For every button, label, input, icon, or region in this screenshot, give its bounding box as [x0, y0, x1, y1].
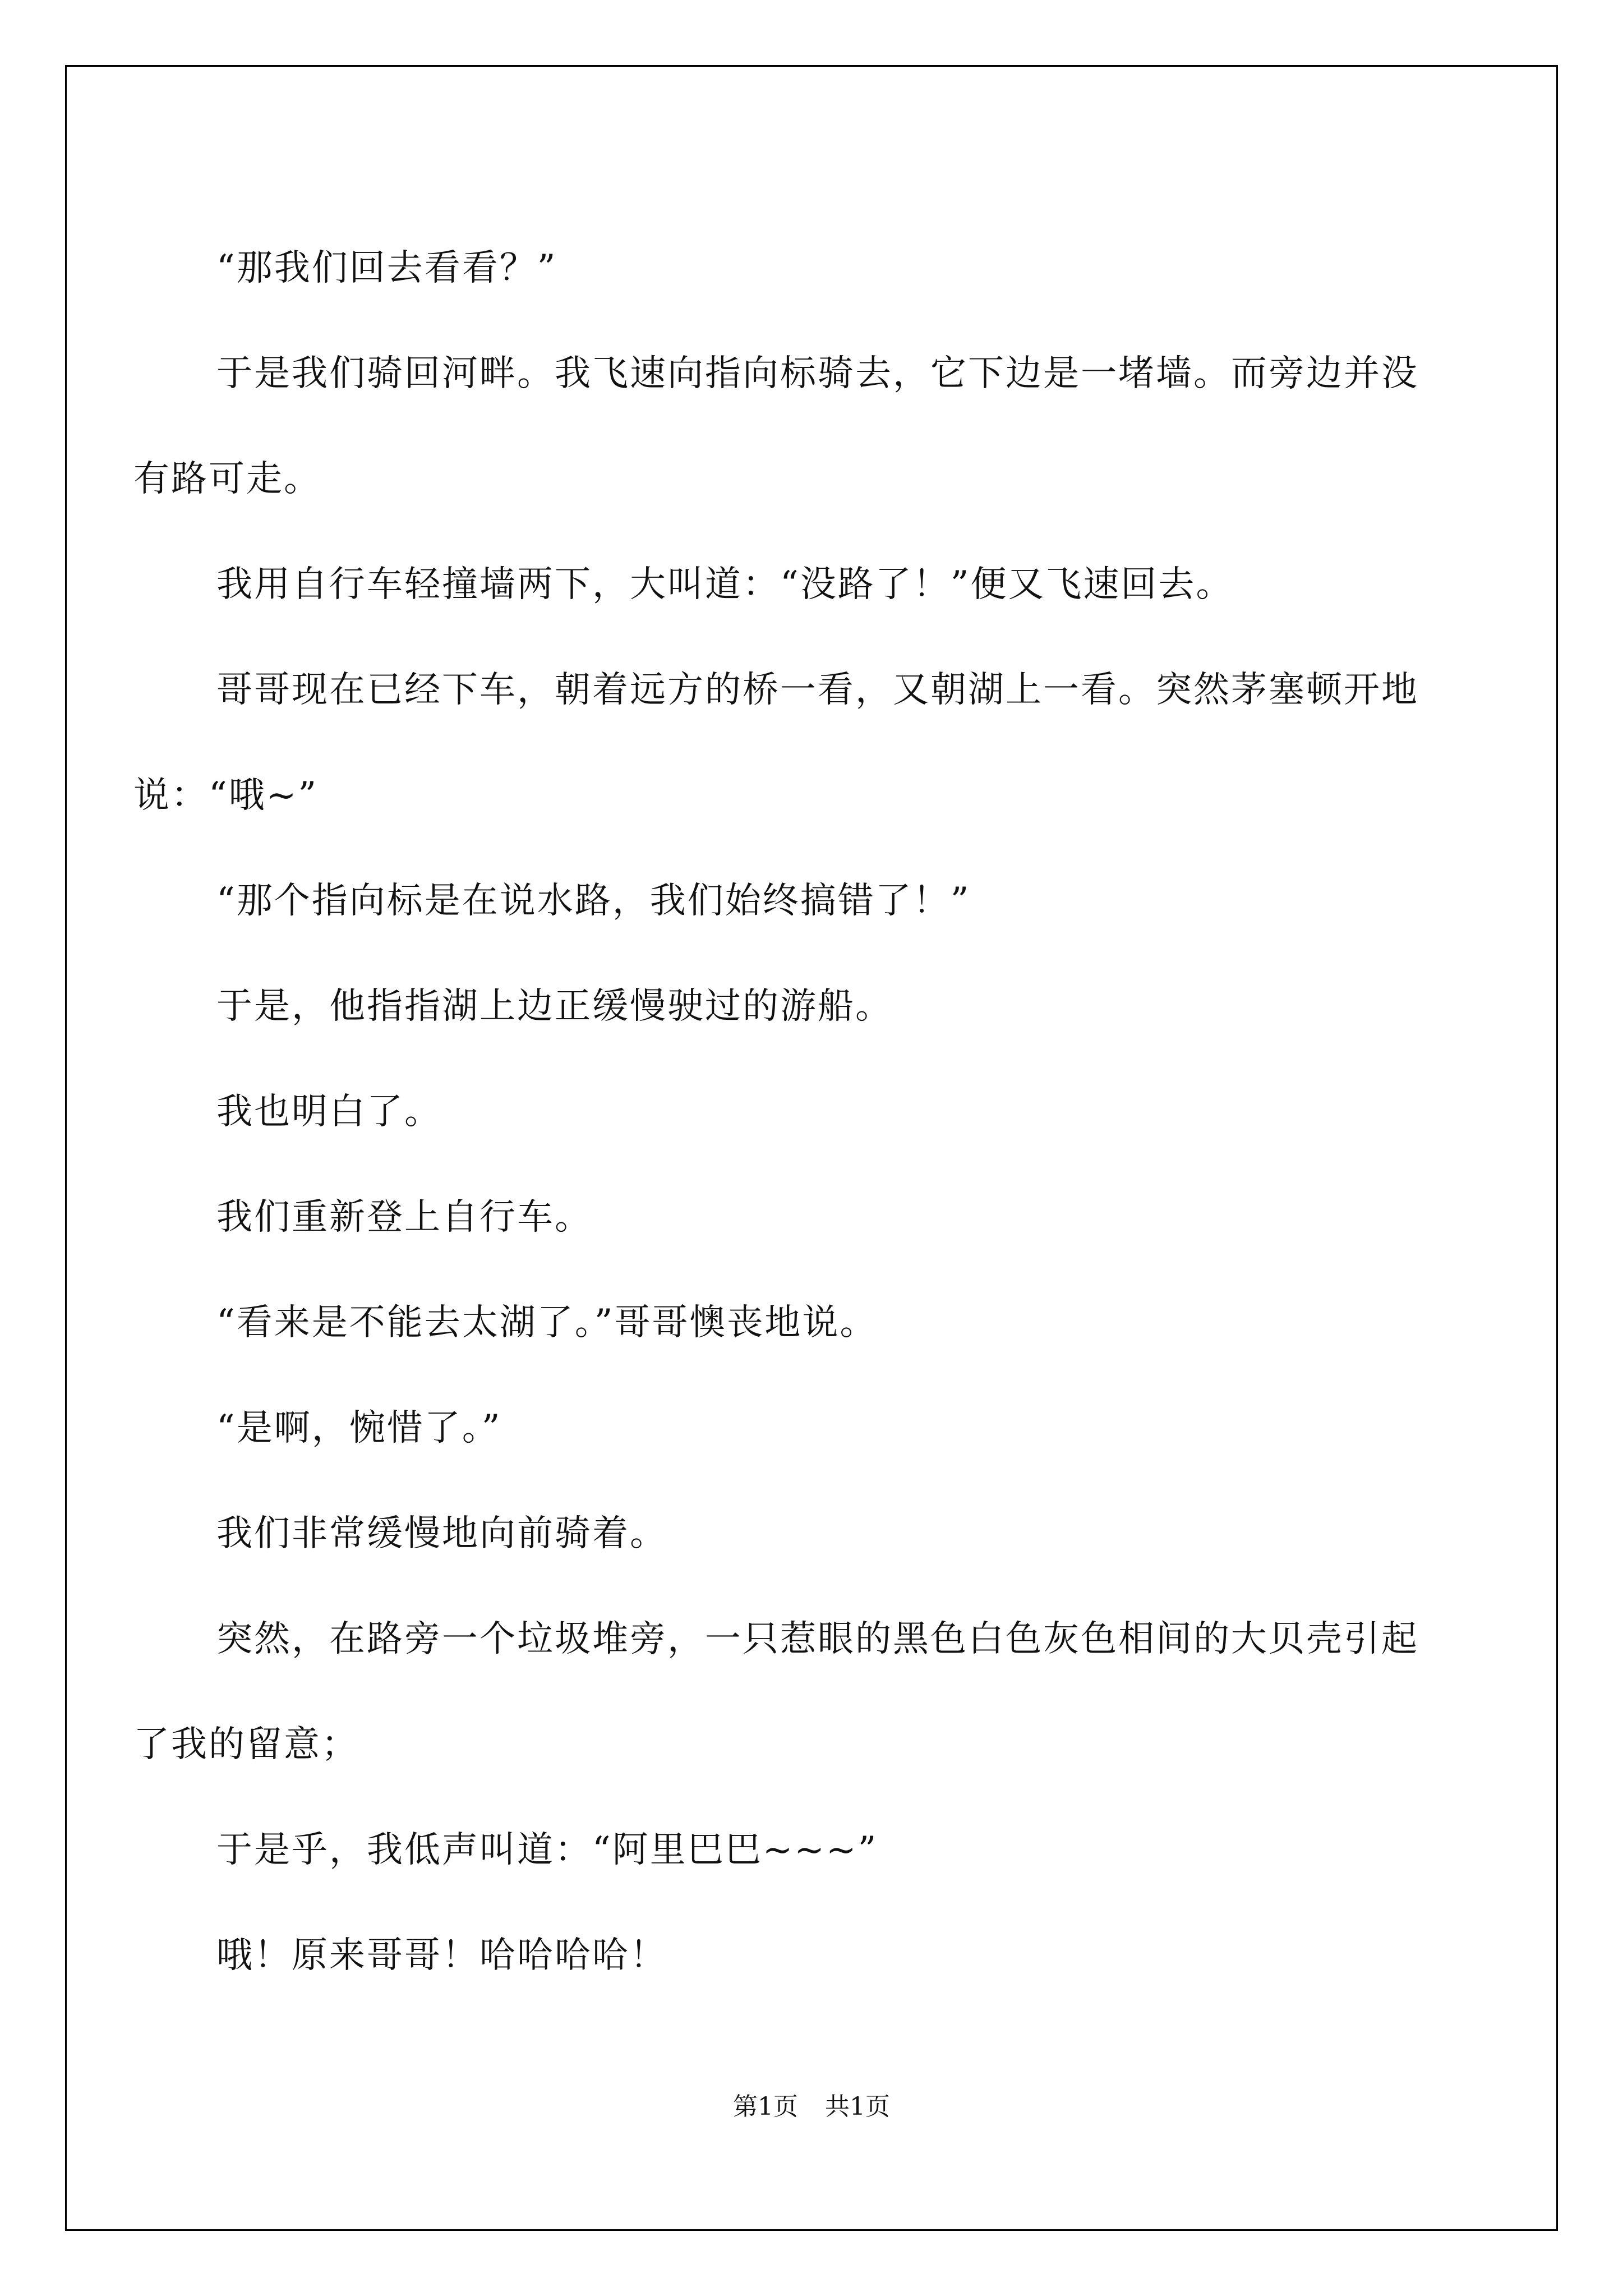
paragraph-13: 于是乎，我低声叫道：“阿里巴巴~~~” — [216, 1829, 878, 1871]
paragraph-2: 于是我们骑回河畔。我飞速向指向标骑去，它下边是一堵墙。而旁边并没有路可走。 — [133, 353, 1419, 500]
paragraph-12: 突然，在路旁一个垃圾堆旁，一只惹眼的黑色白色灰色相间的大贝壳引起了我的留意； — [133, 1618, 1419, 1765]
paragraph-7: 我也明白了。 — [216, 1091, 442, 1133]
document-body — [133, 215, 1423, 2008]
page-number-current: 第1页 — [733, 2092, 798, 2121]
paragraph-4: 哥哥现在已经下车，朝着远方的桥一看，又朝湖上一看。突然茅塞顿开地说：“哦~” — [133, 669, 1419, 816]
page-footer — [0, 2090, 1623, 2124]
paragraph-5: “那个指向标是在说水路，我们始终搞错了！” — [216, 880, 971, 922]
paragraph-6: 于是，他指指湖上边正缓慢驶过的游船。 — [216, 986, 893, 1027]
page-number-total: 共1页 — [825, 2092, 890, 2121]
paragraph-14: 哦！原来哥哥！哈哈哈哈！ — [216, 1935, 667, 1976]
paragraph-10: “是啊，惋惜了。” — [216, 1407, 502, 1449]
paragraph-11: 我们非常缓慢地向前骑着。 — [216, 1513, 667, 1554]
paragraph-1: “那我们回去看看？” — [216, 247, 557, 289]
paragraph-8: 我们重新登上自行车。 — [216, 1197, 592, 1238]
paragraph-9: “看来是不能去太湖了。”哥哥懊丧地说。 — [216, 1302, 878, 1343]
paragraph-3: 我用自行车轻撞墙两下，大叫道：“没路了！”便又飞速回去。 — [216, 564, 1234, 605]
